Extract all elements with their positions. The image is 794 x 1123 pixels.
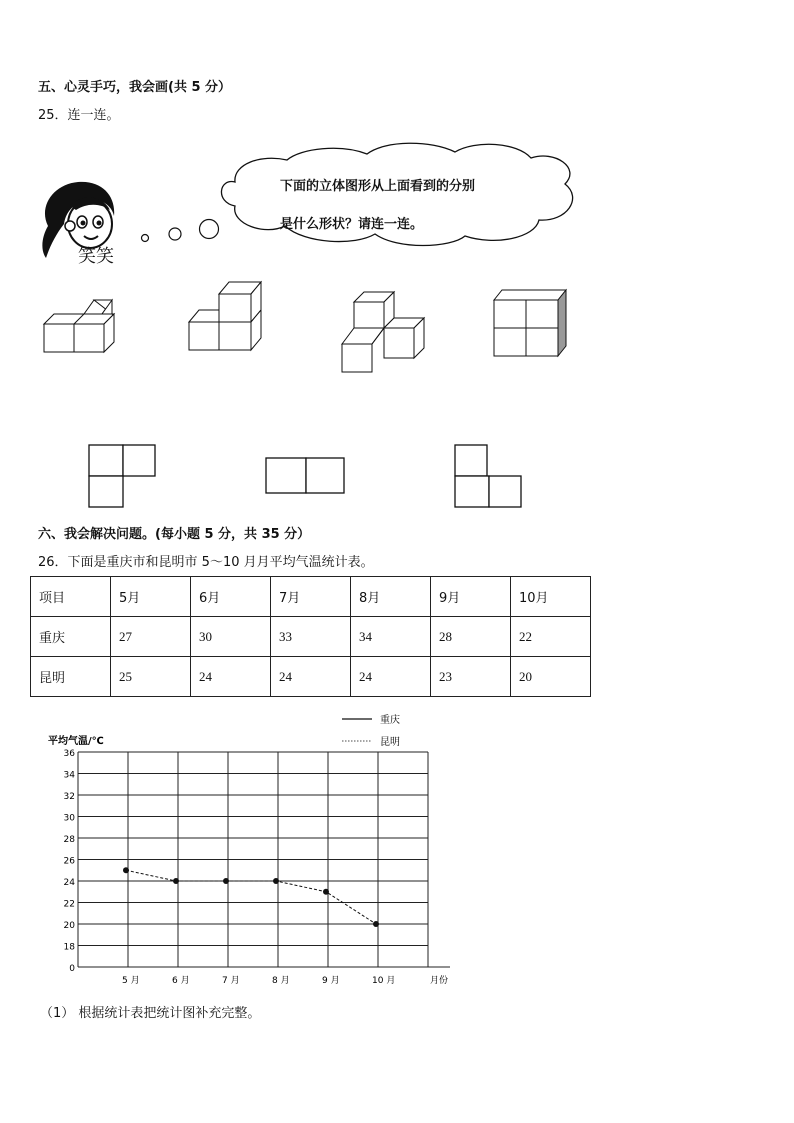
table-cell: 6月 xyxy=(191,577,271,617)
legend-label: 昆明 xyxy=(380,737,400,748)
data-point xyxy=(123,867,129,873)
series-line xyxy=(126,870,376,924)
y-tick-label: 30 xyxy=(63,813,75,824)
y-tick-label: 20 xyxy=(63,921,75,931)
x-tick-label: 9 月 xyxy=(322,976,340,986)
temperature-table xyxy=(30,576,591,697)
bubble-text-line2: 是什么形状？请连一连。 xyxy=(280,217,424,232)
x-axis-label: 月份 xyxy=(430,976,449,986)
table-row xyxy=(31,657,591,697)
table-cell: 10月 xyxy=(511,577,591,617)
table-cell: 昆明 xyxy=(31,657,111,697)
question-26: 26．下面是重庆市和昆明市 5～10 月月平均气温统计表。 xyxy=(38,555,374,570)
solid-figure-4 xyxy=(490,288,570,360)
section6-title: 六、我会解决问题。(每小题 5 分，共 35 分） xyxy=(38,527,311,542)
table-cell: 22 xyxy=(511,617,591,657)
y-tick-label: 36 xyxy=(63,749,75,759)
table-header-row xyxy=(31,577,591,617)
table-cell: 33 xyxy=(271,617,351,657)
y-tick-label: 0 xyxy=(69,964,75,974)
table-cell: 34 xyxy=(351,617,431,657)
table-cell: 7月 xyxy=(271,577,351,617)
data-point xyxy=(173,878,179,884)
top-view-shape-3 xyxy=(452,442,526,510)
bubble-text-line1: 下面的立体图形从上面看到的分别 xyxy=(280,179,476,194)
y-tick-label: 24 xyxy=(63,878,75,888)
y-tick-label: 18 xyxy=(63,942,75,953)
table-cell: 8月 xyxy=(351,577,431,617)
top-view-shape-2 xyxy=(264,456,348,496)
table-cell: 25 xyxy=(111,657,191,697)
sub-question-1: （1） 根据统计表把统计图补充完整。 xyxy=(40,1006,261,1021)
table-cell: 28 xyxy=(431,617,511,657)
table-cell: 27 xyxy=(111,617,191,657)
data-point xyxy=(273,878,279,884)
data-point xyxy=(373,921,379,927)
y-tick-label: 22 xyxy=(63,899,75,910)
table-cell: 24 xyxy=(191,657,271,697)
y-tick-label: 32 xyxy=(63,792,75,802)
y-tick-label: 34 xyxy=(63,770,75,781)
solid-figure-3 xyxy=(338,288,430,376)
table-cell: 30 xyxy=(191,617,271,657)
y-tick-label: 26 xyxy=(63,856,75,867)
table-cell: 5月 xyxy=(111,577,191,617)
table-cell: 项目 xyxy=(31,577,111,617)
solid-figure-1 xyxy=(40,290,130,356)
legend-label: 重庆 xyxy=(380,715,400,726)
table-row xyxy=(31,617,591,657)
table-cell: 23 xyxy=(431,657,511,697)
y-tick-label: 28 xyxy=(63,835,75,845)
question-25: 25．连一连。 xyxy=(38,108,120,123)
x-tick-label: 8 月 xyxy=(272,976,290,986)
table-cell: 重庆 xyxy=(31,617,111,657)
thought-bubble xyxy=(135,140,595,260)
table-cell: 24 xyxy=(271,657,351,697)
x-tick-label: 10 月 xyxy=(372,976,396,986)
temperature-line-chart xyxy=(30,705,470,990)
y-axis-label: 平均气温/℃ xyxy=(48,736,104,747)
table-cell: 9月 xyxy=(431,577,511,617)
top-view-shape-1 xyxy=(86,442,160,510)
x-tick-label: 7 月 xyxy=(222,976,240,986)
table-cell: 20 xyxy=(511,657,591,697)
x-tick-label: 5 月 xyxy=(122,976,140,986)
data-point xyxy=(223,878,229,884)
table-cell: 24 xyxy=(351,657,431,697)
data-point xyxy=(323,889,329,895)
solid-figure-2 xyxy=(185,278,265,354)
character-name: 笑笑 xyxy=(78,246,114,267)
section5-title: 五、心灵手巧，我会画(共 5 分） xyxy=(38,80,232,95)
x-tick-label: 6 月 xyxy=(172,976,190,986)
